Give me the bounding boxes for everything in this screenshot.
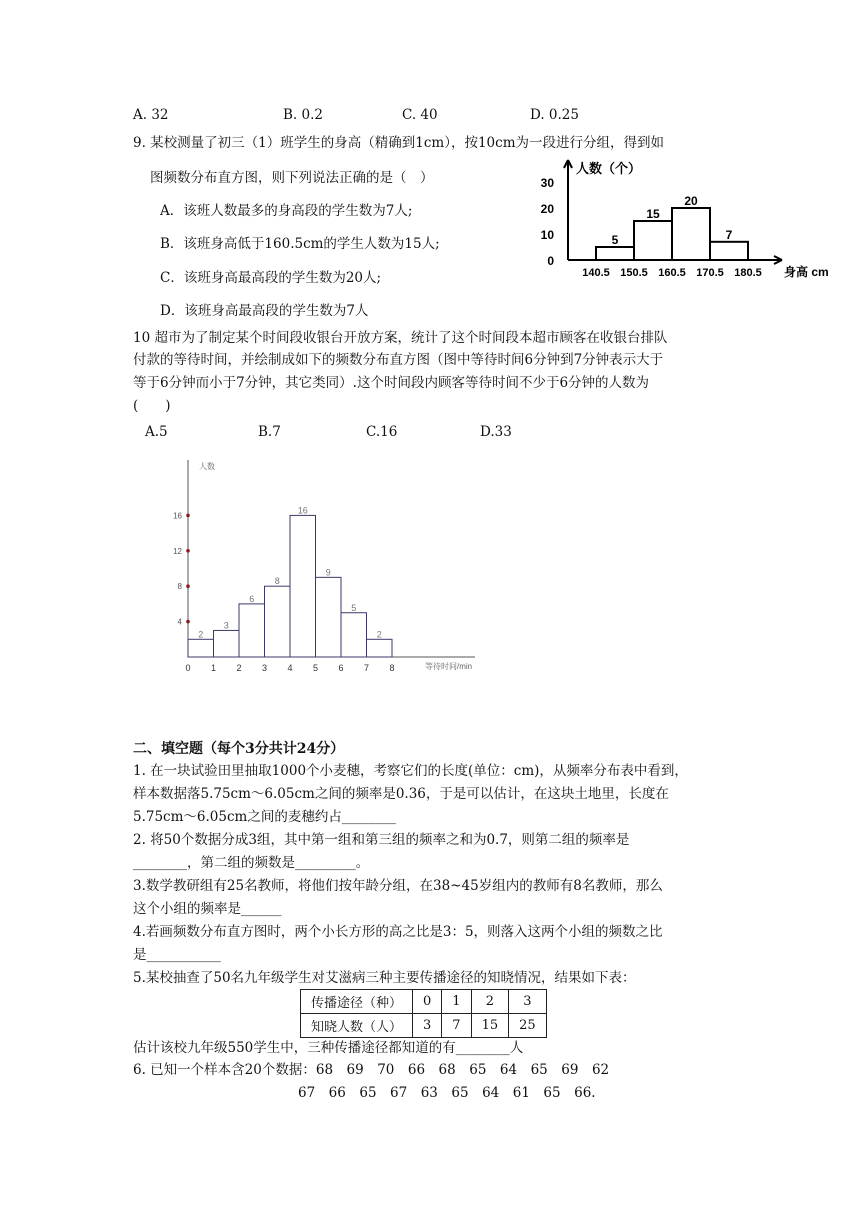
s2-q3-line1: 3.数学教研组有25名教师，将他们按年龄分组，在38~45岁组内的教师有8名教师，那么 bbox=[133, 878, 663, 894]
table-cell: 3 bbox=[509, 990, 547, 1014]
c2-bar bbox=[239, 604, 265, 657]
c2-x-tick: 0 bbox=[185, 663, 191, 673]
c2-bar-label: 8 bbox=[274, 576, 280, 587]
table-row bbox=[301, 990, 547, 1014]
c1-xlabel: 身高 cm bbox=[784, 265, 829, 279]
table-row bbox=[301, 1014, 547, 1038]
c1-x-tick: 140.5 bbox=[582, 267, 610, 279]
c2-bar bbox=[214, 630, 240, 657]
c2-bar bbox=[188, 639, 214, 657]
c2-y-tick-dot bbox=[186, 620, 190, 624]
s2-q6-line1: 6. 已知一个样本含20个数据：68 69 70 66 68 65 64 65 69 62 bbox=[133, 1062, 610, 1078]
table-cell: 15 bbox=[471, 1014, 509, 1038]
c1-y-tick: 20 bbox=[540, 202, 554, 216]
s2-q5-estimate: 估计该校九年级550学生中，三种传播途径都知道的有________人 bbox=[133, 1040, 524, 1056]
c2-bar bbox=[316, 577, 342, 657]
table-cell: 0 bbox=[413, 990, 442, 1014]
awareness-table bbox=[300, 989, 547, 1038]
c2-bar bbox=[290, 515, 316, 657]
c2-bar-label: 2 bbox=[376, 629, 382, 640]
c2-bar-label: 5 bbox=[351, 602, 357, 613]
table-cell: 传播途径（种） bbox=[301, 990, 413, 1014]
q10-line2: 付款的等待时间，并绘制成如下的频数分布直方图（图中等待时间6分钟到7分钟表示大于 bbox=[133, 352, 664, 368]
section2-title: 二、填空题（每个3分共计24分） bbox=[133, 741, 345, 757]
c2-bar bbox=[367, 639, 393, 657]
q10-option-b: B.7 bbox=[258, 424, 281, 440]
c2-y-tick: 8 bbox=[177, 582, 182, 592]
c2-bar-label: 2 bbox=[198, 629, 204, 640]
height-histogram bbox=[530, 150, 840, 280]
c2-x-tick: 5 bbox=[312, 663, 319, 673]
c2-x-tick: 2 bbox=[236, 663, 242, 673]
c2-x-tick: 7 bbox=[363, 663, 370, 673]
q10-option-d: D.33 bbox=[480, 424, 512, 440]
q8-option-d: D. 0.25 bbox=[530, 107, 579, 123]
s2-q5-text: 5.某校抽查了50名九年级学生对艾滋病三种主要传播途径的知晓情况，结果如下表： bbox=[133, 970, 636, 986]
c2-y-tick: 16 bbox=[173, 511, 182, 521]
table-cell: 1 bbox=[442, 990, 471, 1014]
q9-option-b: B．该班身高低于160.5cm的学生人数为15人; bbox=[160, 236, 440, 252]
q10-line3: 等于6分钟而小于7分钟，其它类同）.这个时间段内顾客等待时间不少于6分钟的人数为 bbox=[133, 375, 650, 391]
c1-ylabel: 人数（个） bbox=[576, 161, 642, 176]
s2-q3-line2: 这个小组的频率是______ bbox=[133, 901, 282, 917]
q10-line1: 10 超市为了制定某个时间段收银台开放方案，统计了这个时间段本超市顾客在收银台排队 bbox=[133, 330, 668, 346]
q9-stem-line2: 图频数分布直方图，则下列说法正确的是（ ） bbox=[150, 170, 434, 186]
q9-option-a: A．该班人数最多的身高段的学生数为7人; bbox=[160, 203, 413, 219]
c2-xlabel: 等待时间/min bbox=[425, 662, 473, 671]
c2-x-tick: 8 bbox=[389, 663, 395, 673]
c2-bar-label: 9 bbox=[325, 567, 331, 578]
c2-bar-label: 3 bbox=[223, 620, 229, 631]
c2-y-tick: 12 bbox=[173, 546, 182, 556]
c1-y-tick: 10 bbox=[540, 228, 554, 242]
c1-bar-label: 5 bbox=[611, 233, 619, 247]
q9-option-c: C．该班身高最高段的学生数为20人; bbox=[160, 270, 382, 286]
q10-option-a: A.5 bbox=[145, 424, 168, 440]
c2-x-tick: 1 bbox=[210, 663, 217, 673]
c2-x-tick: 6 bbox=[338, 663, 344, 673]
c2-y-tick-dot bbox=[186, 584, 190, 588]
table-cell: 25 bbox=[509, 1014, 547, 1038]
c1-x-tick: 160.5 bbox=[658, 267, 686, 279]
c1-bar-label: 15 bbox=[646, 207, 660, 221]
c1-x-tick: 150.5 bbox=[620, 267, 648, 279]
c2-ylabel: 人数 bbox=[199, 462, 215, 471]
c2-y-tick: 4 bbox=[177, 617, 182, 627]
s2-q2-line1: 2. 将50个数据分成3组，其中第一组和第三组的频率之和为0.7，则第二组的频率是 bbox=[133, 832, 630, 848]
s2-q6-line2: 67 66 65 67 63 65 64 61 65 66. bbox=[298, 1085, 596, 1101]
q8-option-a: A. 32 bbox=[133, 107, 169, 123]
s2-q2-line2: ________，第二组的频数是_________。 bbox=[133, 855, 370, 871]
c2-x-tick: 3 bbox=[261, 663, 268, 673]
s2-q4-line2: 是___________ bbox=[133, 947, 221, 963]
c1-bar bbox=[672, 208, 710, 260]
s2-q1-line1: 1. 在一块试验田里抽取1000个小麦穗，考察它们的长度(单位：cm)，从频率分布表中看到， bbox=[133, 763, 688, 779]
c2-y-tick-dot bbox=[186, 514, 190, 518]
s2-q4-line1: 4.若画频数分布直方图时，两个小长方形的高之比是3：5，则落入这两个小组的频数之比 bbox=[133, 924, 663, 940]
q9-option-d: D．该班身高最高段的学生数为7人 bbox=[160, 303, 369, 319]
c1-y-tick: 0 bbox=[547, 254, 554, 268]
c1-bar bbox=[634, 221, 672, 260]
q8-option-b: B. 0.2 bbox=[283, 107, 323, 123]
c1-bar-label: 20 bbox=[684, 194, 698, 208]
c2-bar-label: 16 bbox=[297, 505, 308, 516]
table-cell: 7 bbox=[442, 1014, 471, 1038]
wait-time-histogram bbox=[165, 455, 485, 680]
q10-line4: ( ) bbox=[133, 398, 171, 414]
c1-bar bbox=[710, 242, 748, 260]
c2-bar bbox=[341, 613, 367, 657]
q10-option-c: C.16 bbox=[366, 424, 398, 440]
c1-x-tick: 170.5 bbox=[696, 267, 724, 279]
c2-bar bbox=[265, 586, 291, 657]
table-cell: 2 bbox=[471, 990, 509, 1014]
c1-x-tick: 180.5 bbox=[734, 267, 762, 279]
s2-q1-line2: 样本数据落5.75cm～6.05cm之间的频率是0.36，于是可以估计，在这块土地里，长度在 bbox=[133, 786, 669, 802]
c2-bar-label: 6 bbox=[249, 593, 255, 604]
c2-x-tick: 4 bbox=[287, 663, 293, 673]
q9-stem-line1: 9. 某校测量了初三（1）班学生的身高（精确到1cm），按10cm为一段进行分组，得到如 bbox=[133, 135, 665, 151]
q8-option-c: C. 40 bbox=[402, 107, 438, 123]
c1-bar-label: 7 bbox=[725, 227, 733, 242]
c1-y-tick: 30 bbox=[540, 176, 554, 190]
table-cell: 知晓人数（人） bbox=[301, 1014, 413, 1038]
c2-y-tick-dot bbox=[186, 549, 190, 553]
table-cell: 3 bbox=[413, 1014, 442, 1038]
c1-bar bbox=[596, 247, 634, 260]
s2-q1-line3: 5.75cm～6.05cm之间的麦穗约占________ bbox=[133, 809, 396, 825]
